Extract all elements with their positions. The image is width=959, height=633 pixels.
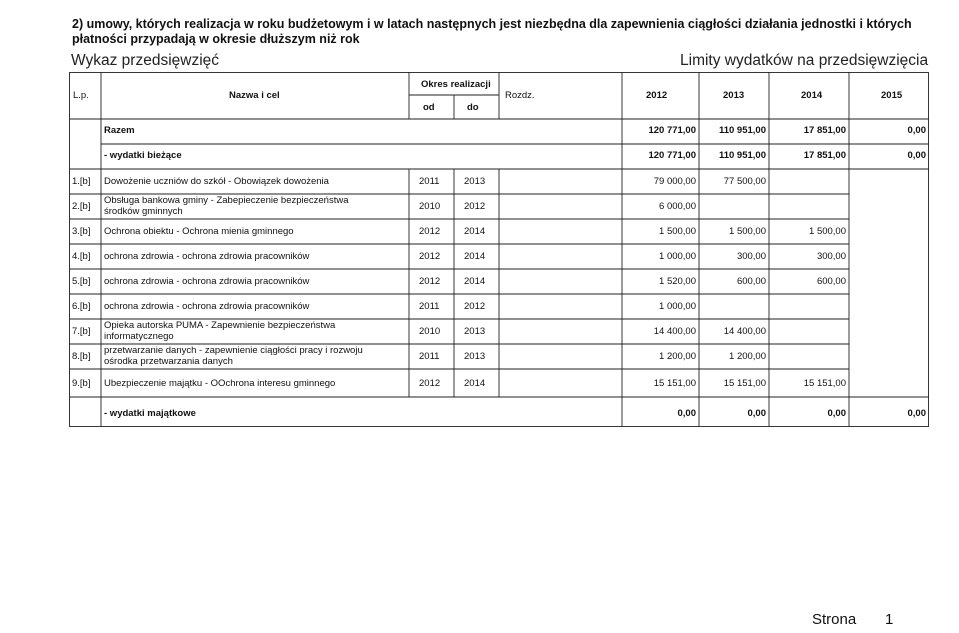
row4-2013: 300,00 — [736, 251, 766, 262]
row5-lp: 5.[b] — [72, 276, 91, 287]
biezace-2015: 0,00 — [907, 150, 926, 161]
row8-nazwa: przetwarzanie danych - zapewnienie ciągłości pracy i rozwoju ośrodka przetwarzania danych — [104, 345, 363, 367]
row9-2013: 15 151,00 — [723, 378, 766, 389]
row2-do: 2012 — [464, 201, 486, 212]
row8-do: 2013 — [464, 351, 486, 362]
row7-do: 2013 — [464, 326, 486, 337]
biezace-label: - wydatki bieżące — [104, 150, 182, 161]
razem-2014: 17 851,00 — [803, 125, 846, 136]
limits-title: Limity wydatków na przedsięwzięcia — [680, 52, 929, 69]
header-2014: 2014 — [801, 90, 823, 101]
row4-2014: 300,00 — [816, 251, 846, 262]
header-od: od — [423, 102, 435, 113]
row7-lp: 7.[b] — [72, 326, 91, 337]
row7-2013: 14 400,00 — [723, 326, 766, 337]
row6-nazwa: ochrona zdrowia - ochrona zdrowia pracowników — [104, 301, 310, 312]
majatkowe-label: - wydatki majątkowe — [104, 408, 196, 419]
row5-od: 2012 — [419, 276, 441, 287]
row6-2012: 1 000,00 — [659, 301, 696, 312]
row2-nazwa: Obsługa bankowa gminy - Zabepieczenie bezpieczeństwa środków gminnych — [104, 195, 349, 217]
biezace-2013: 110 951,00 — [718, 150, 766, 161]
biezace-2012: 120 771,00 — [648, 150, 696, 161]
row5-2013: 600,00 — [736, 276, 766, 287]
razem-2012: 120 771,00 — [648, 125, 696, 136]
row8-2013: 1 200,00 — [729, 351, 766, 362]
row4-2012: 1 000,00 — [659, 251, 696, 262]
header-do: do — [467, 102, 479, 113]
row3-lp: 3.[b] — [72, 226, 91, 237]
projects-table — [69, 72, 929, 427]
row1-2013: 77 500,00 — [723, 176, 766, 187]
razem-label: Razem — [104, 125, 135, 136]
row5-nazwa: ochrona zdrowia - ochrona zdrowia pracowników — [104, 276, 310, 287]
row8-lp: 8.[b] — [72, 351, 91, 362]
row3-2013: 1 500,00 — [729, 226, 766, 237]
header-2012: 2012 — [646, 90, 668, 101]
row2-lp: 2.[b] — [72, 201, 91, 212]
row6-od: 2011 — [419, 301, 440, 312]
row4-do: 2014 — [464, 251, 486, 262]
row1-nazwa: Dowożenie uczniów do szkół - Obowiązek dowożenia — [104, 176, 329, 187]
majatkowe-2015: 0,00 — [907, 408, 926, 419]
row4-lp: 4.[b] — [72, 251, 91, 262]
header-2015: 2015 — [881, 90, 903, 101]
row9-lp: 9.[b] — [72, 378, 91, 389]
row8-od: 2011 — [419, 351, 440, 362]
header-lp: L.p. — [73, 90, 89, 101]
row7-2012: 14 400,00 — [653, 326, 696, 337]
razem-2013: 110 951,00 — [718, 125, 766, 136]
page-label: Strona — [812, 611, 857, 628]
header-rozdz: Rozdz. — [505, 90, 535, 101]
row7-od: 2010 — [419, 326, 441, 337]
row9-do: 2014 — [464, 378, 486, 389]
row9-2012: 15 151,00 — [653, 378, 696, 389]
row9-nazwa: Ubezpieczenie majątku - OOchrona interesu gminnego — [104, 378, 336, 389]
row4-od: 2012 — [419, 251, 441, 262]
majatkowe-2013: 0,00 — [747, 408, 766, 419]
row1-do: 2013 — [464, 176, 486, 187]
row9-od: 2012 — [419, 378, 441, 389]
intro-text: 2) umowy, których realizacja w roku budżetowym i w latach następnych jest niezbędna dla zapewnienia ciągłości działania jednostki i których płatności przypadają w okresie dłuższym niż rok — [72, 17, 912, 46]
row1-2012: 79 000,00 — [653, 176, 696, 187]
row6-do: 2012 — [464, 301, 486, 312]
row6-lp: 6.[b] — [72, 301, 91, 312]
majatkowe-2012: 0,00 — [677, 408, 696, 419]
majatkowe-2014: 0,00 — [827, 408, 846, 419]
row1-od: 2011 — [419, 176, 440, 187]
row3-do: 2014 — [464, 226, 486, 237]
row3-nazwa: Ochrona obiektu - Ochrona mienia gminnego — [104, 226, 294, 237]
row3-2014: 1 500,00 — [809, 226, 846, 237]
row1-lp: 1.[b] — [72, 176, 91, 187]
row4-nazwa: ochrona zdrowia - ochrona zdrowia pracowników — [104, 251, 310, 262]
row3-od: 2012 — [419, 226, 441, 237]
razem-2015: 0,00 — [907, 125, 926, 136]
header-2013: 2013 — [723, 90, 745, 101]
row3-2012: 1 500,00 — [659, 226, 696, 237]
row2-2012: 6 000,00 — [659, 201, 696, 212]
row9-2014: 15 151,00 — [803, 378, 846, 389]
row7-nazwa: Opieka autorska PUMA - Zapewnienie bezpieczeństwa informatycznego — [104, 320, 336, 342]
row5-2012: 1 520,00 — [659, 276, 696, 287]
biezace-2014: 17 851,00 — [803, 150, 846, 161]
page-number: 1 — [885, 611, 894, 628]
list-title: Wykaz przedsięwzięć — [71, 52, 220, 69]
row5-do: 2014 — [464, 276, 486, 287]
row2-od: 2010 — [419, 201, 441, 212]
row8-2012: 1 200,00 — [659, 351, 696, 362]
row5-2014: 600,00 — [816, 276, 846, 287]
header-nazwa: Nazwa i cel — [229, 90, 280, 101]
header-okres: Okres realizacji — [421, 79, 491, 90]
